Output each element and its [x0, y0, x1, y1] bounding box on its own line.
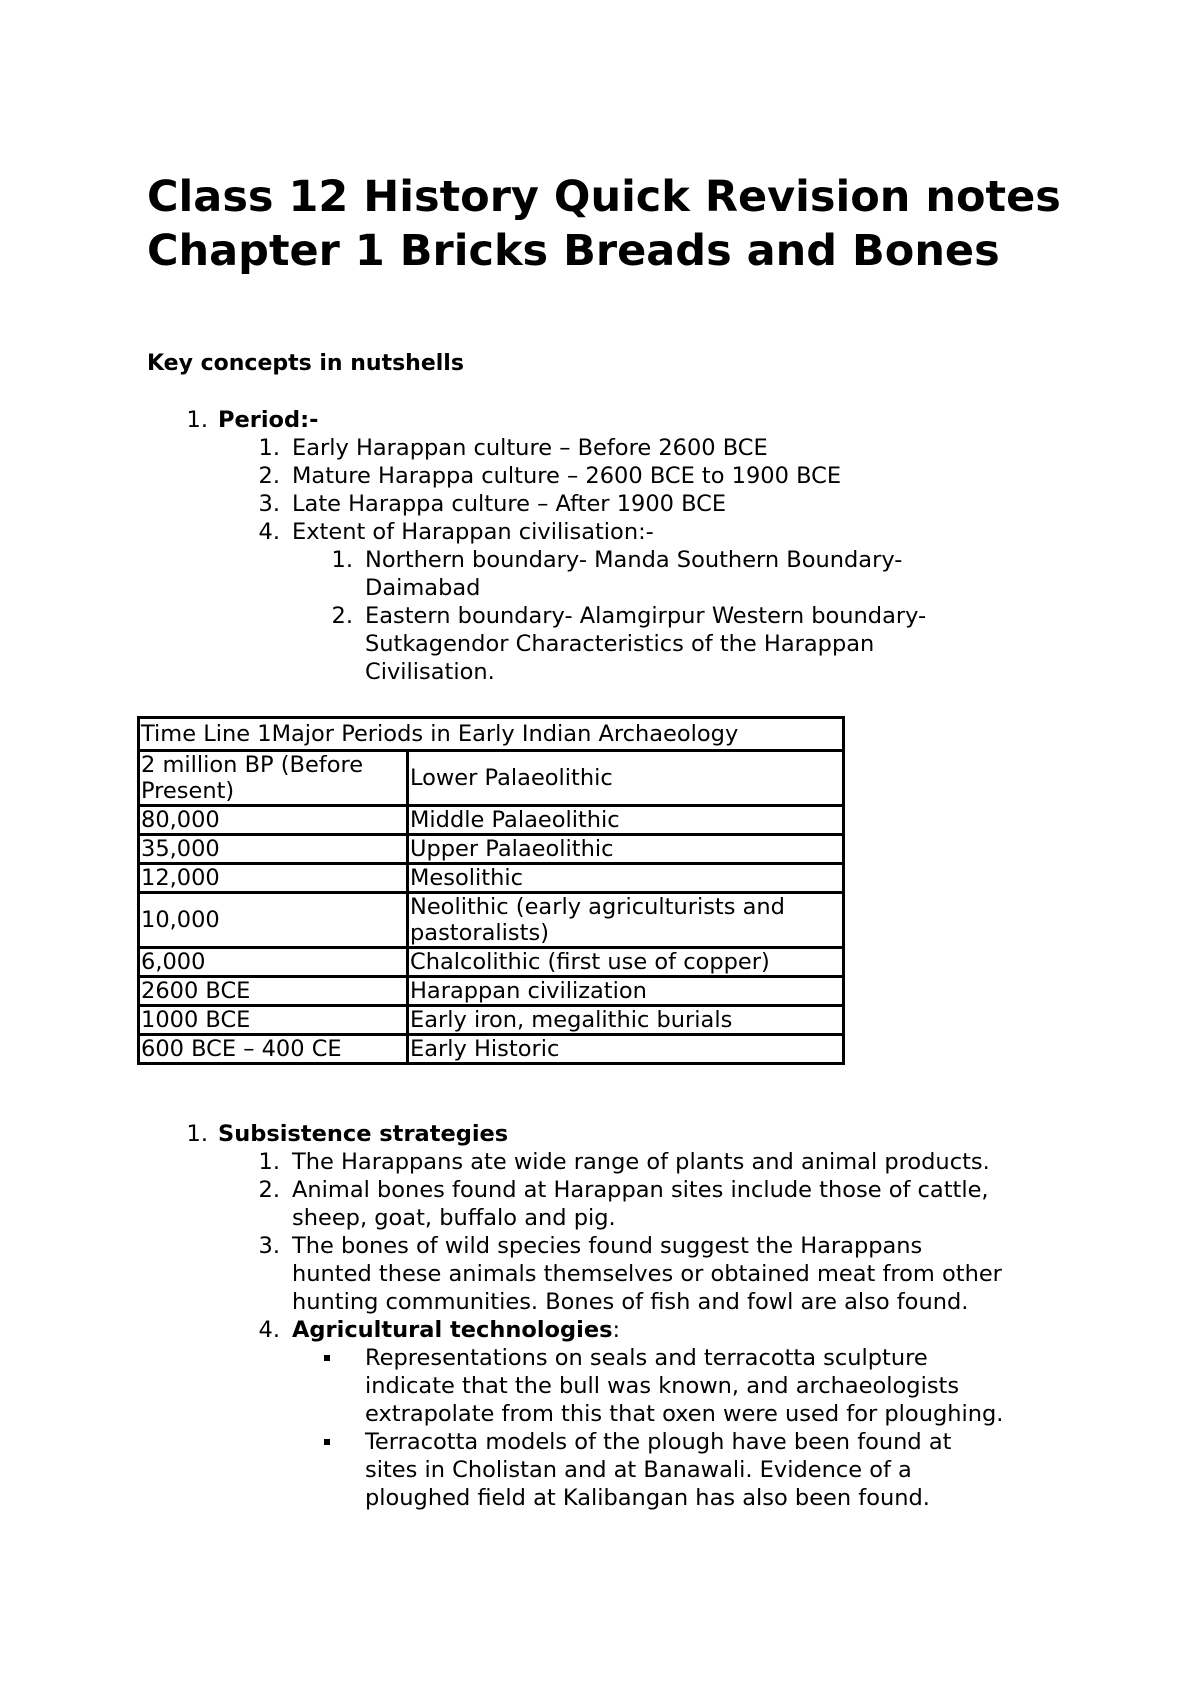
table-header-row: [139, 718, 844, 751]
list-number: 4.: [258, 1317, 280, 1343]
table-row: [139, 835, 844, 864]
list-item-line: hunted these animals themselves or obtained meat from other: [292, 1261, 1002, 1287]
agri-heading-suffix: :: [612, 1317, 621, 1343]
list-item-line: Sutkagendor Characteristics of the Harappan: [365, 631, 875, 657]
table-row: [139, 893, 844, 948]
table-cell-time: 6,000: [139, 948, 408, 977]
table-cell-period: Middle Palaeolithic: [408, 806, 844, 835]
table-cell-time: 12,000: [139, 864, 408, 893]
table-cell-time: 10,000: [139, 893, 408, 948]
table-row: [139, 864, 844, 893]
agri-heading: Agricultural technologies: [292, 1317, 613, 1343]
table-cell-period: Lower Palaeolithic: [408, 751, 844, 806]
list-item: Mature Harappa culture – 2600 BCE to 1900 BCE: [292, 463, 842, 489]
list-item-line: Eastern boundary- Alamgirpur Western boundary-: [365, 603, 927, 629]
list-item-line: sheep, goat, buffalo and pig.: [292, 1205, 616, 1231]
bullet-line: Terracotta models of the plough have been found at: [365, 1429, 952, 1455]
bullet-line: sites in Cholistan and at Banawali. Evidence of a: [365, 1457, 912, 1483]
bullet-line: ploughed field at Kalibangan has also been found.: [365, 1485, 930, 1511]
table-cell-time: 80,000: [139, 806, 408, 835]
list-item: Extent of Harappan civilisation:-: [292, 519, 654, 545]
list-number: 3.: [258, 491, 280, 517]
table-row: [139, 1035, 844, 1064]
list-number: 2.: [331, 603, 353, 629]
bullet-icon: [324, 1439, 330, 1445]
bullet-line: Representations on seals and terracotta sculpture: [365, 1345, 928, 1371]
table-cell-period: Neolithic (early agriculturists and pastoralists): [408, 893, 844, 948]
table-cell-time: 1000 BCE: [139, 1006, 408, 1035]
list-number: 1.: [258, 435, 280, 461]
table-cell-time: 600 BCE – 400 CE: [139, 1035, 408, 1064]
list-item-line: The bones of wild species found suggest the Harappans: [292, 1233, 923, 1259]
list-number: 1.: [186, 407, 208, 433]
table-cell-period: Harappan civilization: [408, 977, 844, 1006]
list-item-line: Civilisation.: [365, 659, 495, 685]
table-header: Time Line 1Major Periods in Early Indian Archaeology: [139, 718, 844, 751]
bullet-line: indicate that the bull was known, and archaeologists: [365, 1373, 960, 1399]
list-item-line: hunting communities. Bones of fish and fowl are also found.: [292, 1289, 969, 1315]
table-cell-period: Early Historic: [408, 1035, 844, 1064]
table-row: [139, 806, 844, 835]
table-cell-period: Chalcolithic (first use of copper): [408, 948, 844, 977]
bullet-line: extrapolate from this that oxen were used for ploughing.: [365, 1401, 1004, 1427]
list-number: 2.: [258, 1177, 280, 1203]
table-cell-period: Early iron, megalithic burials: [408, 1006, 844, 1035]
list-number: 2.: [258, 463, 280, 489]
table-cell-time: 35,000: [139, 835, 408, 864]
table-cell-period: Upper Palaeolithic: [408, 835, 844, 864]
list-item-line: Daimabad: [365, 575, 481, 601]
list-item: Early Harappan culture – Before 2600 BCE: [292, 435, 768, 461]
list-item: Late Harappa culture – After 1900 BCE: [292, 491, 727, 517]
list-item-line: Northern boundary- Manda Southern Boundary-: [365, 547, 903, 573]
subsistence-heading: Subsistence strategies: [218, 1121, 509, 1147]
list-number: 1.: [331, 547, 353, 573]
agri-heading-line: [292, 1316, 620, 1344]
list-number: 4.: [258, 519, 280, 545]
list-number: 1.: [186, 1121, 208, 1147]
table-cell-time: 2 million BP (Before Present): [139, 751, 408, 806]
list-item-line: Animal bones found at Harappan sites include those of cattle,: [292, 1177, 989, 1203]
list-item-line: The Harappans ate wide range of plants and animal products.: [292, 1149, 990, 1175]
page-title: Class 12 History Quick Revision notes Chapter 1 Bricks Breads and Bones: [147, 172, 1061, 276]
table-row: [139, 977, 844, 1006]
list-number: 3.: [258, 1233, 280, 1259]
table-row: [139, 751, 844, 806]
table-cell-time: 2600 BCE: [139, 977, 408, 1006]
period-heading: Period:-: [218, 407, 319, 433]
timeline-table: [137, 716, 845, 1065]
table-row: [139, 948, 844, 977]
bullet-icon: [324, 1355, 330, 1361]
table-row: [139, 1006, 844, 1035]
section-subtitle: Key concepts in nutshells: [147, 351, 464, 376]
table-cell-period: Mesolithic: [408, 864, 844, 893]
list-number: 1.: [258, 1149, 280, 1175]
